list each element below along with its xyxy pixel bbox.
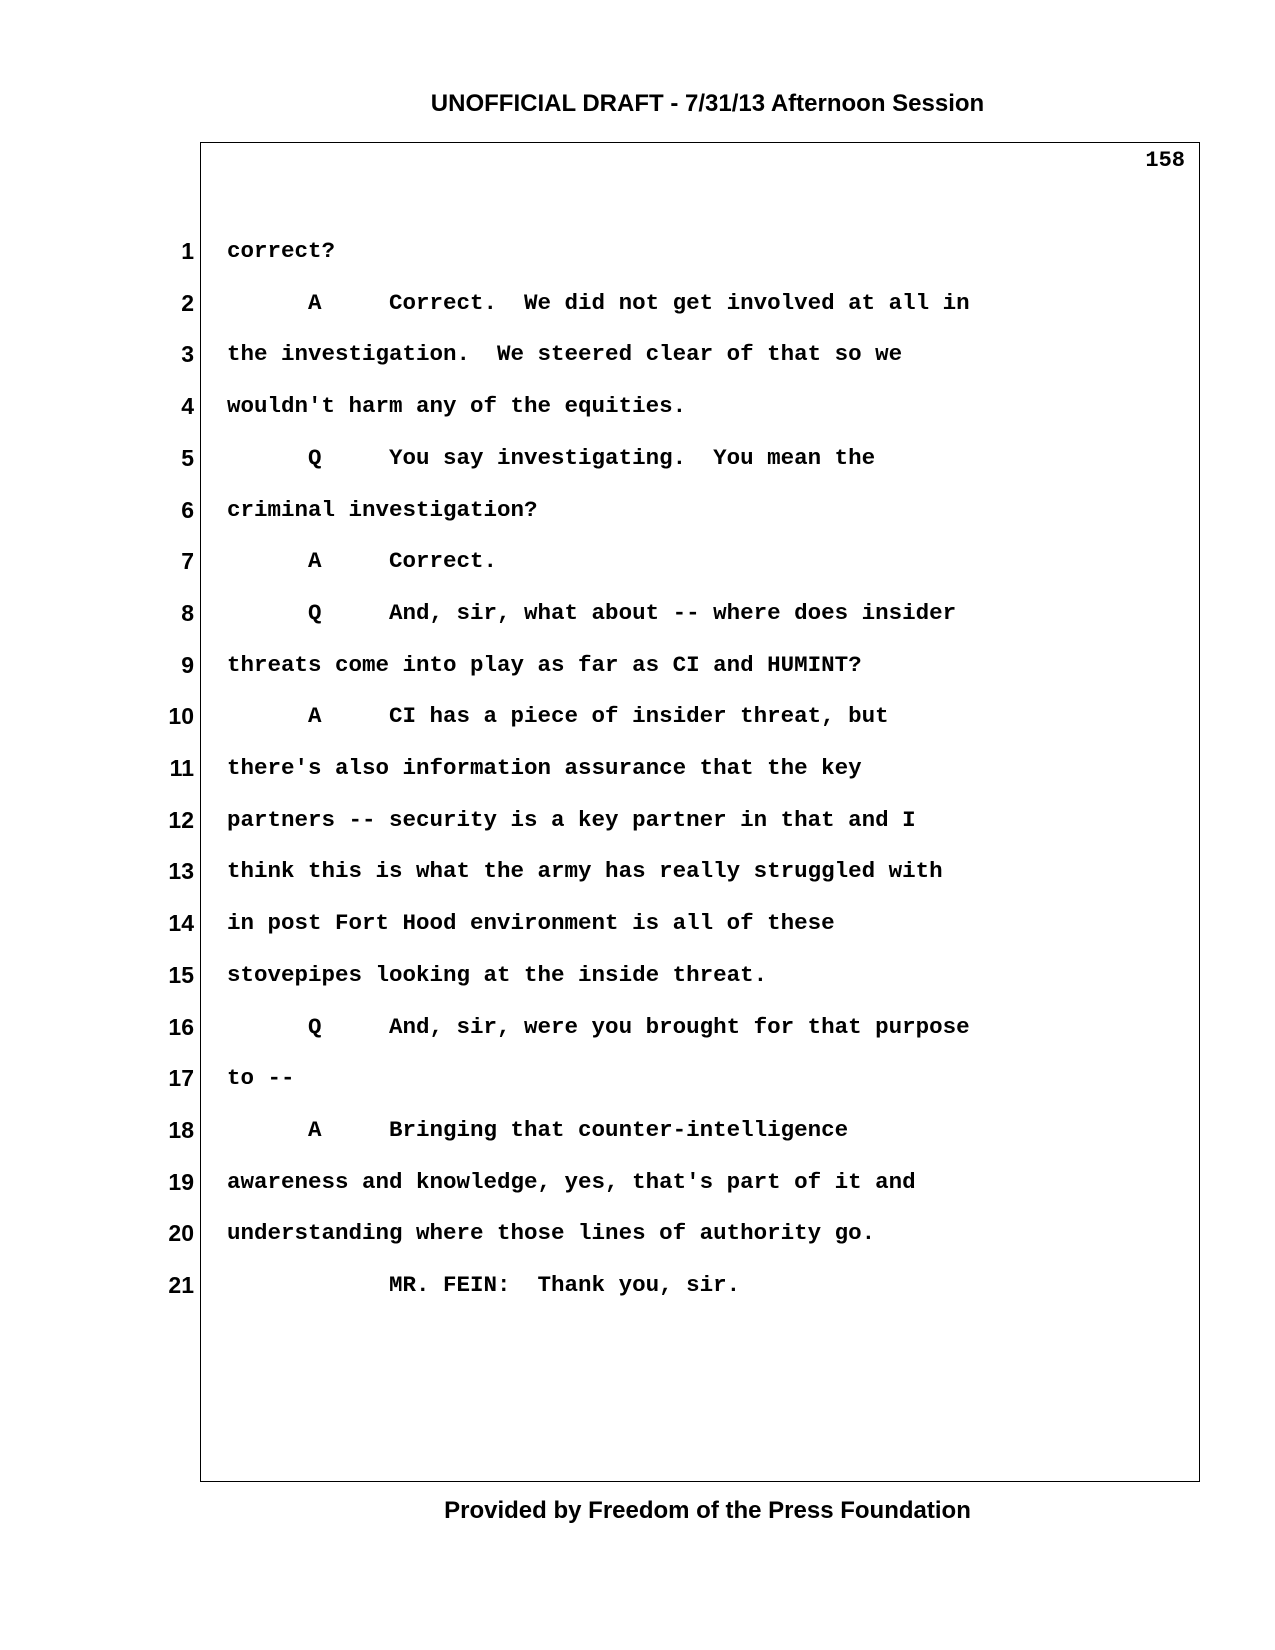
transcript-line bbox=[0, 701, 1275, 731]
transcript-line bbox=[0, 495, 1275, 525]
line-text: A CI has a piece of insider threat, but bbox=[227, 703, 889, 730]
transcript-line bbox=[0, 1063, 1275, 1093]
line-number: 4 bbox=[181, 393, 194, 420]
line-number: 13 bbox=[168, 858, 194, 885]
line-number: 6 bbox=[181, 496, 194, 523]
line-number: 12 bbox=[168, 806, 194, 833]
line-text: MR. FEIN: Thank you, sir. bbox=[227, 1272, 741, 1298]
transcript-line bbox=[0, 1115, 1275, 1145]
line-text: there's also information assurance that the key bbox=[227, 755, 862, 781]
line-number: 20 bbox=[168, 1220, 194, 1247]
transcript-line bbox=[0, 1270, 1275, 1300]
line-text: the investigation. We steered clear of that so we bbox=[227, 341, 903, 368]
document-footer: Provided by Freedom of the Press Foundation bbox=[444, 1497, 971, 1524]
transcript-line bbox=[0, 1167, 1275, 1197]
line-text: A Correct. bbox=[227, 548, 498, 575]
line-text: Q And, sir, were you brought for that purpose bbox=[227, 1013, 970, 1040]
line-text: Q You say investigating. You mean the bbox=[227, 444, 876, 471]
line-number: 8 bbox=[181, 599, 194, 626]
line-number: 16 bbox=[168, 1013, 194, 1040]
transcript-line bbox=[0, 443, 1275, 473]
line-text: to -- bbox=[227, 1065, 295, 1092]
line-number: 5 bbox=[181, 444, 194, 471]
line-number: 2 bbox=[181, 289, 194, 316]
transcript-line bbox=[0, 288, 1275, 318]
line-text: A Correct. We did not get involved at all in bbox=[227, 289, 970, 316]
transcript-line bbox=[0, 1012, 1275, 1042]
transcript-line bbox=[0, 753, 1275, 783]
line-text: awareness and knowledge, yes, that's part of it and bbox=[227, 1168, 916, 1195]
transcript-line bbox=[0, 236, 1275, 266]
transcript-line bbox=[0, 598, 1275, 628]
transcript-line bbox=[0, 339, 1275, 369]
transcript-line bbox=[0, 650, 1275, 680]
transcript-line bbox=[0, 546, 1275, 576]
line-number: 15 bbox=[168, 961, 194, 988]
transcript-line bbox=[0, 805, 1275, 835]
line-text: in post Fort Hood environment is all of these bbox=[227, 910, 835, 937]
line-text: wouldn't harm any of the equities. bbox=[227, 393, 687, 420]
line-number: 1 bbox=[181, 238, 194, 264]
line-number: 9 bbox=[181, 651, 194, 678]
transcript-line bbox=[0, 1218, 1275, 1248]
transcript-line bbox=[0, 391, 1275, 421]
page-number: 158 bbox=[1145, 148, 1185, 173]
line-text: correct? bbox=[227, 238, 336, 264]
line-text: stovepipes looking at the inside threat. bbox=[227, 961, 768, 988]
line-number: 19 bbox=[168, 1168, 194, 1195]
line-text: A Bringing that counter-intelligence bbox=[227, 1116, 849, 1143]
line-number: 17 bbox=[168, 1065, 194, 1092]
transcript-line bbox=[0, 960, 1275, 990]
line-text: partners -- security is a key partner in that and I bbox=[227, 806, 916, 833]
line-number: 3 bbox=[181, 341, 194, 368]
line-number: 18 bbox=[168, 1116, 194, 1143]
line-text: Q And, sir, what about -- where does insider bbox=[227, 599, 957, 626]
line-text: think this is what the army has really struggled with bbox=[227, 858, 943, 885]
line-number: 21 bbox=[168, 1272, 194, 1298]
transcript-line bbox=[0, 908, 1275, 938]
line-number: 10 bbox=[168, 703, 194, 730]
line-text: understanding where those lines of authority go. bbox=[227, 1220, 876, 1247]
document-header: UNOFFICIAL DRAFT - 7/31/13 Afternoon Session bbox=[430, 90, 985, 117]
line-number: 11 bbox=[169, 755, 194, 781]
line-text: threats come into play as far as CI and HUMINT? bbox=[227, 651, 862, 678]
line-number: 14 bbox=[168, 910, 194, 937]
line-number: 7 bbox=[181, 548, 194, 575]
transcript-line bbox=[0, 856, 1275, 886]
line-text: criminal investigation? bbox=[227, 496, 538, 523]
